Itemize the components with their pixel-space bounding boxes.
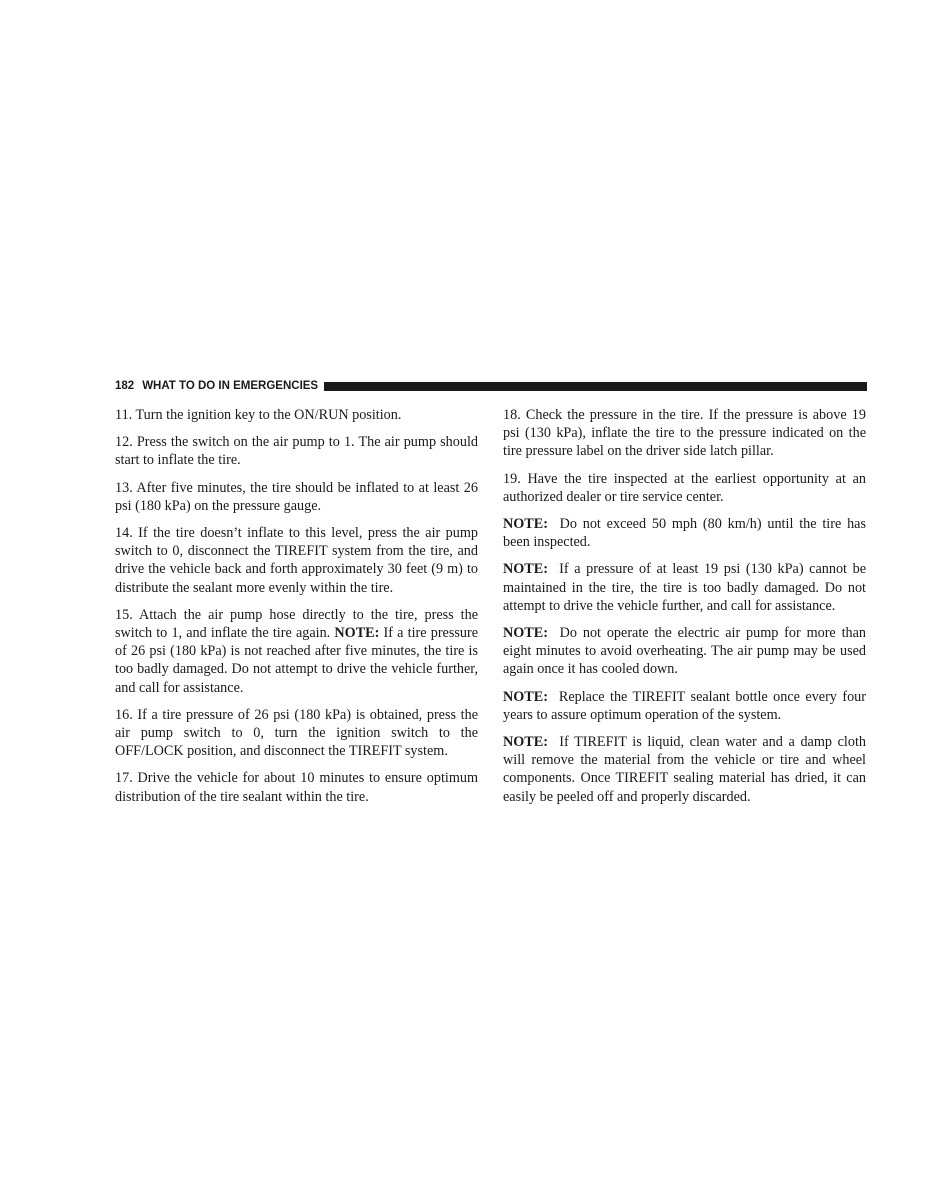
right-column	[503, 406, 866, 815]
step-16: 16. If a tire pressure of 26 psi (180 kPa) is obtained, press the air pump switch to 0, turn the ignition switch to the OFF/LOCK position, and disconnect the TIREFIT system.	[115, 706, 478, 760]
step-14: 14. If the tire doesn’t inflate to this level, press the air pump switch to 0, disconnect the TIREFIT system from the tire, and drive the vehicle back and forth approximately 30 feet (9 m) to distribute the sealant more evenly within the tire.	[115, 525, 478, 596]
note-overheating	[503, 624, 866, 679]
note-pressure	[503, 560, 866, 615]
left-column	[115, 406, 478, 815]
note-cleanup	[503, 733, 866, 806]
step-15: 15. Attach the air pump hose directly to the tire, press the switch to 1, and inflate the tire again. NOTE: If a tire pressure of 26 psi (180 kPa) is not reached after five minutes, the tire is too badly damaged. Do not attempt to drive the vehicle further, and call for assistance.	[115, 606, 478, 696]
page-header	[115, 379, 867, 393]
note-text: Replace the TIREFIT sealant bottle once every four years to assure optimum operation of the system.	[503, 688, 866, 723]
step-15-note-text: If a tire pressure of 26 psi (180 kPa) is not reached after five minutes, the tire is too badly damaged. Do not attempt to drive the vehicle further, and call for assistance.	[115, 625, 478, 696]
note-text: If a pressure of at least 19 psi (130 kPa) cannot be maintained in the tire, the tire is too badly damaged. Do not attempt to drive the vehicle further, and call for assistance.	[503, 561, 866, 614]
step-11: 11. Turn the ignition key to the ON/RUN position.	[115, 407, 402, 423]
section-title: WHAT TO DO IN EMERGENCIES	[142, 380, 319, 392]
note-label: NOTE:	[503, 561, 548, 578]
note-text: Do not exceed 50 mph (80 km/h) until the tire has been inspected.	[503, 516, 866, 551]
page-number: 182	[115, 380, 135, 392]
step-18: 18. Check the pressure in the tire. If the pressure is above 19 psi (130 kPa), inflate the tire to the pressure indicated on the tire pressure label on the driver side latch pillar.	[503, 407, 866, 460]
step-17: 17. Drive the vehicle for about 10 minutes to ensure optimum distribution of the tire sealant within the tire.	[115, 770, 478, 805]
note-text: If TIREFIT is liquid, clean water and a damp cloth will remove the material from the vehicle or tire and wheel components. Once TIREFIT sealing material has dried, it can easily be peeled off and properly discarded.	[503, 734, 866, 805]
header-rule	[324, 382, 867, 391]
note-label: NOTE:	[503, 625, 548, 642]
step-13: 13. After five minutes, the tire should be inflated to at least 26 psi (180 kPa) on the pressure gauge.	[115, 479, 478, 514]
step-12: 12. Press the switch on the air pump to 1. The air pump should start to inflate the tire.	[115, 434, 478, 469]
note-label: NOTE:	[503, 516, 548, 533]
note-speed	[503, 515, 866, 551]
note-label: NOTE:	[503, 688, 548, 705]
note-text: Do not operate the electric air pump for more than eight minutes to avoid overheating. The air pump may be used again once it has cooled down.	[503, 625, 867, 678]
note-label: NOTE:	[503, 734, 548, 751]
note-replace-bottle	[503, 688, 866, 724]
step-15-note-label: NOTE:	[334, 625, 380, 642]
step-19: 19. Have the tire inspected at the earliest opportunity at an authorized dealer or tire service center.	[503, 470, 866, 505]
